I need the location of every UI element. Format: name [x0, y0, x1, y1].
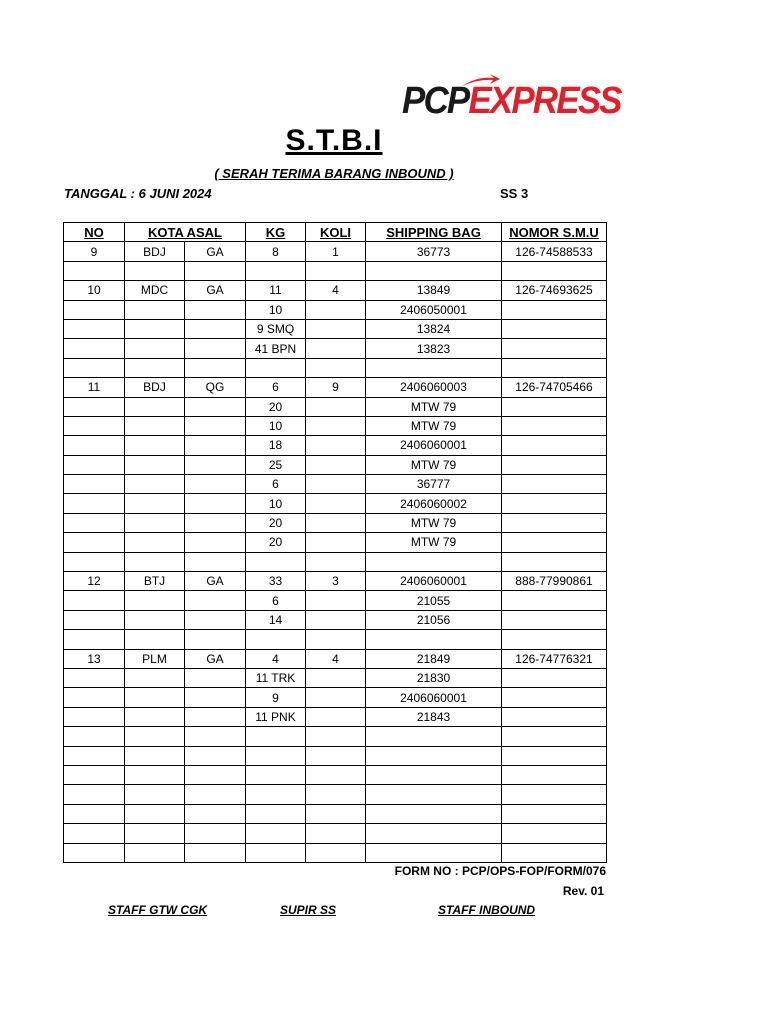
- cell-nomor-smu: [502, 785, 607, 804]
- cell-kg: 20: [246, 533, 306, 552]
- cell-koli: [306, 455, 366, 474]
- table-row: [64, 436, 607, 455]
- table-row: [64, 261, 607, 280]
- cell-shipping-bag: 36777: [366, 475, 502, 494]
- cell-kg: [246, 824, 306, 843]
- cell-kg: 6: [246, 378, 306, 397]
- cell-airline: [185, 358, 246, 377]
- cell-koli: [306, 339, 366, 358]
- cell-shipping-bag: MTW 79: [366, 513, 502, 532]
- signature-staff-gtw-cgk: STAFF GTW CGK: [108, 903, 208, 917]
- document-date: TANGGAL : 6 JUNI 2024: [64, 186, 212, 201]
- cell-kota: [125, 494, 185, 513]
- cell-kota: [125, 707, 185, 726]
- cell-airline: [185, 416, 246, 435]
- logo-part-express: EXPRESS: [468, 80, 621, 122]
- cell-kota: [125, 261, 185, 280]
- cell-nomor-smu: [502, 494, 607, 513]
- cell-nomor-smu: [502, 765, 607, 784]
- cell-no: 12: [64, 572, 125, 591]
- cell-no: [64, 533, 125, 552]
- cell-airline: [185, 475, 246, 494]
- cell-no: [64, 707, 125, 726]
- cell-nomor-smu: [502, 455, 607, 474]
- cell-airline: [185, 688, 246, 707]
- cell-koli: [306, 727, 366, 746]
- cell-kota: [125, 843, 185, 862]
- cell-airline: [185, 455, 246, 474]
- cell-koli: [306, 416, 366, 435]
- cell-airline: [185, 513, 246, 532]
- cell-no: 10: [64, 281, 125, 300]
- cell-airline: [185, 765, 246, 784]
- cell-shipping-bag: 21055: [366, 591, 502, 610]
- cell-kg: 10: [246, 494, 306, 513]
- cell-kota: [125, 436, 185, 455]
- cell-shipping-bag: MTW 79: [366, 416, 502, 435]
- cell-kota: [125, 552, 185, 571]
- cell-shipping-bag: 21056: [366, 610, 502, 629]
- cell-kota: [125, 746, 185, 765]
- cell-nomor-smu: [502, 533, 607, 552]
- cell-kg: 18: [246, 436, 306, 455]
- cell-kota: BTJ: [125, 572, 185, 591]
- cell-nomor-smu: [502, 436, 607, 455]
- cell-shipping-bag: [366, 843, 502, 862]
- cell-kg: [246, 785, 306, 804]
- cell-airline: [185, 339, 246, 358]
- cell-airline: GA: [185, 572, 246, 591]
- cell-no: [64, 746, 125, 765]
- cell-no: [64, 804, 125, 823]
- cell-nomor-smu: [502, 843, 607, 862]
- cell-kota: [125, 591, 185, 610]
- table-row: [64, 610, 607, 629]
- cell-kota: [125, 785, 185, 804]
- cell-koli: [306, 785, 366, 804]
- cell-shipping-bag: 13823: [366, 339, 502, 358]
- cell-koli: [306, 843, 366, 862]
- cell-nomor-smu: [502, 513, 607, 532]
- cell-kota: BDJ: [125, 242, 185, 261]
- cell-nomor-smu: [502, 475, 607, 494]
- cell-kota: MDC: [125, 281, 185, 300]
- table-row: [64, 242, 607, 261]
- table-row: [64, 300, 607, 319]
- cell-airline: [185, 397, 246, 416]
- cell-no: [64, 843, 125, 862]
- cell-kg: 9 SMQ: [246, 319, 306, 338]
- cell-airline: QG: [185, 378, 246, 397]
- cell-airline: [185, 552, 246, 571]
- cell-no: [64, 494, 125, 513]
- cell-kota: [125, 688, 185, 707]
- cell-shipping-bag: 2406060001: [366, 436, 502, 455]
- ss-label: SS 3: [500, 186, 529, 201]
- header-kota-asal: KOTA ASAL: [125, 223, 246, 242]
- table-header-row: [64, 223, 607, 242]
- cell-kota: [125, 765, 185, 784]
- cell-kg: 8: [246, 242, 306, 261]
- cell-airline: GA: [185, 281, 246, 300]
- header-no: NO: [64, 223, 125, 242]
- table-row: [64, 281, 607, 300]
- cell-koli: [306, 494, 366, 513]
- cell-koli: [306, 300, 366, 319]
- cell-shipping-bag: 21849: [366, 649, 502, 668]
- table-row: [64, 339, 607, 358]
- cell-nomor-smu: [502, 824, 607, 843]
- cell-koli: [306, 397, 366, 416]
- document-title: S.T.B.I: [285, 124, 383, 157]
- cell-kg: [246, 552, 306, 571]
- cell-kg: 11 PNK: [246, 707, 306, 726]
- cell-kota: [125, 610, 185, 629]
- cell-kg: 14: [246, 610, 306, 629]
- cell-koli: [306, 824, 366, 843]
- table-row: [64, 358, 607, 377]
- table-row: [64, 533, 607, 552]
- cell-koli: [306, 688, 366, 707]
- cell-no: [64, 785, 125, 804]
- cell-no: [64, 261, 125, 280]
- table-row: [64, 630, 607, 649]
- cell-no: [64, 688, 125, 707]
- cell-kg: 25: [246, 455, 306, 474]
- table-row: [64, 319, 607, 338]
- logo-text: [402, 80, 621, 123]
- cell-shipping-bag: 2406060002: [366, 494, 502, 513]
- cell-no: [64, 475, 125, 494]
- cell-nomor-smu: [502, 300, 607, 319]
- cell-no: [64, 397, 125, 416]
- cell-kg: 10: [246, 416, 306, 435]
- cell-nomor-smu: [502, 552, 607, 571]
- cell-airline: [185, 533, 246, 552]
- cell-koli: 1: [306, 242, 366, 261]
- cell-koli: [306, 436, 366, 455]
- cell-shipping-bag: 2406060001: [366, 572, 502, 591]
- table-row: [64, 513, 607, 532]
- cell-nomor-smu: 888-77990861: [502, 572, 607, 591]
- cell-nomor-smu: 126-74588533: [502, 242, 607, 261]
- cell-koli: [306, 591, 366, 610]
- cell-kg: 11: [246, 281, 306, 300]
- cell-airline: [185, 727, 246, 746]
- cell-no: [64, 668, 125, 687]
- cell-no: [64, 630, 125, 649]
- table-row: [64, 707, 607, 726]
- cell-no: [64, 455, 125, 474]
- cell-kota: [125, 668, 185, 687]
- cell-shipping-bag: [366, 746, 502, 765]
- cell-shipping-bag: 2406050001: [366, 300, 502, 319]
- cell-koli: 3: [306, 572, 366, 591]
- cell-no: 13: [64, 649, 125, 668]
- cell-kg: 20: [246, 513, 306, 532]
- cell-shipping-bag: [366, 261, 502, 280]
- table-row: [64, 397, 607, 416]
- cell-shipping-bag: [366, 358, 502, 377]
- cell-koli: [306, 319, 366, 338]
- cell-no: [64, 591, 125, 610]
- cell-airline: [185, 804, 246, 823]
- cell-kg: 11 TRK: [246, 668, 306, 687]
- cell-kota: [125, 397, 185, 416]
- cell-koli: 4: [306, 649, 366, 668]
- table-row: [64, 843, 607, 862]
- cell-nomor-smu: [502, 339, 607, 358]
- table-row: [64, 785, 607, 804]
- cell-no: [64, 358, 125, 377]
- cell-kota: [125, 727, 185, 746]
- cell-shipping-bag: 21830: [366, 668, 502, 687]
- cell-koli: [306, 630, 366, 649]
- cell-nomor-smu: [502, 688, 607, 707]
- cell-kota: [125, 824, 185, 843]
- cell-koli: [306, 668, 366, 687]
- cell-nomor-smu: [502, 746, 607, 765]
- cell-airline: [185, 610, 246, 629]
- cell-kg: 4: [246, 649, 306, 668]
- cell-shipping-bag: 21843: [366, 707, 502, 726]
- cell-nomor-smu: [502, 630, 607, 649]
- cell-airline: [185, 319, 246, 338]
- cell-shipping-bag: MTW 79: [366, 455, 502, 474]
- table-row: [64, 552, 607, 571]
- cell-shipping-bag: [366, 785, 502, 804]
- cell-airline: [185, 300, 246, 319]
- cell-airline: [185, 436, 246, 455]
- cell-kota: [125, 475, 185, 494]
- cell-kg: 6: [246, 591, 306, 610]
- cell-koli: [306, 804, 366, 823]
- cell-shipping-bag: [366, 824, 502, 843]
- cell-shipping-bag: [366, 804, 502, 823]
- cell-shipping-bag: MTW 79: [366, 397, 502, 416]
- cell-kota: [125, 358, 185, 377]
- table-row: [64, 668, 607, 687]
- cell-shipping-bag: 13849: [366, 281, 502, 300]
- cell-no: [64, 552, 125, 571]
- cell-koli: [306, 552, 366, 571]
- cell-nomor-smu: [502, 416, 607, 435]
- cell-nomor-smu: [502, 727, 607, 746]
- cell-shipping-bag: 13824: [366, 319, 502, 338]
- cell-kg: [246, 630, 306, 649]
- cell-airline: [185, 591, 246, 610]
- cell-kg: 20: [246, 397, 306, 416]
- cell-kota: [125, 513, 185, 532]
- cell-koli: [306, 475, 366, 494]
- cell-no: 11: [64, 378, 125, 397]
- cell-kg: [246, 843, 306, 862]
- cell-no: [64, 727, 125, 746]
- cell-no: 9: [64, 242, 125, 261]
- cell-shipping-bag: 2406060003: [366, 378, 502, 397]
- cell-kg: 33: [246, 572, 306, 591]
- cell-nomor-smu: [502, 610, 607, 629]
- cell-airline: [185, 785, 246, 804]
- cell-no: [64, 339, 125, 358]
- cell-kg: 41 BPN: [246, 339, 306, 358]
- table-row: [64, 649, 607, 668]
- pcp-express-logo: [402, 74, 621, 122]
- cell-kota: [125, 533, 185, 552]
- cell-nomor-smu: [502, 261, 607, 280]
- table-row: [64, 416, 607, 435]
- cell-nomor-smu: [502, 319, 607, 338]
- cell-kota: [125, 319, 185, 338]
- cell-shipping-bag: [366, 552, 502, 571]
- cell-nomor-smu: [502, 707, 607, 726]
- table-row: [64, 475, 607, 494]
- cell-no: [64, 319, 125, 338]
- table-row: [64, 572, 607, 591]
- signature-supir-ss: SUPIR SS: [280, 903, 337, 917]
- cell-shipping-bag: [366, 630, 502, 649]
- cell-koli: [306, 765, 366, 784]
- table-row: [64, 824, 607, 843]
- cell-kota: BDJ: [125, 378, 185, 397]
- form-number: FORM NO : PCP/OPS-FOP/FORM/076: [394, 864, 606, 878]
- cell-kg: [246, 804, 306, 823]
- cell-kota: [125, 300, 185, 319]
- cell-airline: [185, 668, 246, 687]
- cell-nomor-smu: [502, 668, 607, 687]
- cell-nomor-smu: 126-74776321: [502, 649, 607, 668]
- cell-airline: [185, 746, 246, 765]
- cell-kota: [125, 339, 185, 358]
- revision: Rev. 01: [562, 884, 604, 898]
- cell-kg: 9: [246, 688, 306, 707]
- cell-shipping-bag: 36773: [366, 242, 502, 261]
- cell-no: [64, 300, 125, 319]
- cell-koli: [306, 533, 366, 552]
- cell-kota: [125, 630, 185, 649]
- cell-koli: [306, 358, 366, 377]
- cell-shipping-bag: [366, 727, 502, 746]
- cell-airline: [185, 824, 246, 843]
- cell-airline: [185, 630, 246, 649]
- header-shipping-bag: SHIPPING BAG: [366, 223, 502, 242]
- cell-airline: [185, 707, 246, 726]
- cell-no: [64, 610, 125, 629]
- cell-airline: GA: [185, 649, 246, 668]
- cell-kota: [125, 416, 185, 435]
- cell-kota: [125, 804, 185, 823]
- cell-kg: [246, 746, 306, 765]
- cell-koli: 4: [306, 281, 366, 300]
- cell-no: [64, 824, 125, 843]
- cell-kg: [246, 765, 306, 784]
- table-row: [64, 765, 607, 784]
- cell-no: [64, 765, 125, 784]
- table-row: [64, 804, 607, 823]
- cell-nomor-smu: [502, 397, 607, 416]
- cell-nomor-smu: [502, 358, 607, 377]
- cell-kg: [246, 727, 306, 746]
- header-koli: KOLI: [306, 223, 366, 242]
- cell-airline: GA: [185, 242, 246, 261]
- cell-shipping-bag: MTW 79: [366, 533, 502, 552]
- cell-no: [64, 416, 125, 435]
- inbound-table: [63, 222, 607, 863]
- table-row: [64, 591, 607, 610]
- cell-koli: [306, 610, 366, 629]
- cell-kg: [246, 261, 306, 280]
- cell-nomor-smu: 126-74705466: [502, 378, 607, 397]
- cell-nomor-smu: [502, 804, 607, 823]
- cell-koli: [306, 707, 366, 726]
- cell-koli: [306, 513, 366, 532]
- cell-kota: PLM: [125, 649, 185, 668]
- cell-shipping-bag: 2406060001: [366, 688, 502, 707]
- cell-koli: [306, 261, 366, 280]
- header-nomor-smu: NOMOR S.M.U: [502, 223, 607, 242]
- cell-koli: [306, 746, 366, 765]
- logo-part-pcp: PCP: [402, 80, 469, 122]
- signature-staff-inbound: STAFF INBOUND: [438, 903, 536, 917]
- header-kg: KG: [246, 223, 306, 242]
- cell-nomor-smu: 126-74693625: [502, 281, 607, 300]
- table-row: [64, 378, 607, 397]
- document-subtitle: ( SERAH TERIMA BARANG INBOUND ): [214, 166, 454, 181]
- table-row: [64, 727, 607, 746]
- table-row: [64, 494, 607, 513]
- cell-no: [64, 436, 125, 455]
- table-row: [64, 455, 607, 474]
- cell-kg: 10: [246, 300, 306, 319]
- cell-airline: [185, 494, 246, 513]
- cell-koli: 9: [306, 378, 366, 397]
- cell-shipping-bag: [366, 765, 502, 784]
- cell-airline: [185, 843, 246, 862]
- cell-airline: [185, 261, 246, 280]
- cell-no: [64, 513, 125, 532]
- table-row: [64, 688, 607, 707]
- cell-kg: 6: [246, 475, 306, 494]
- cell-nomor-smu: [502, 591, 607, 610]
- cell-kota: [125, 455, 185, 474]
- cell-kg: [246, 358, 306, 377]
- table-row: [64, 746, 607, 765]
